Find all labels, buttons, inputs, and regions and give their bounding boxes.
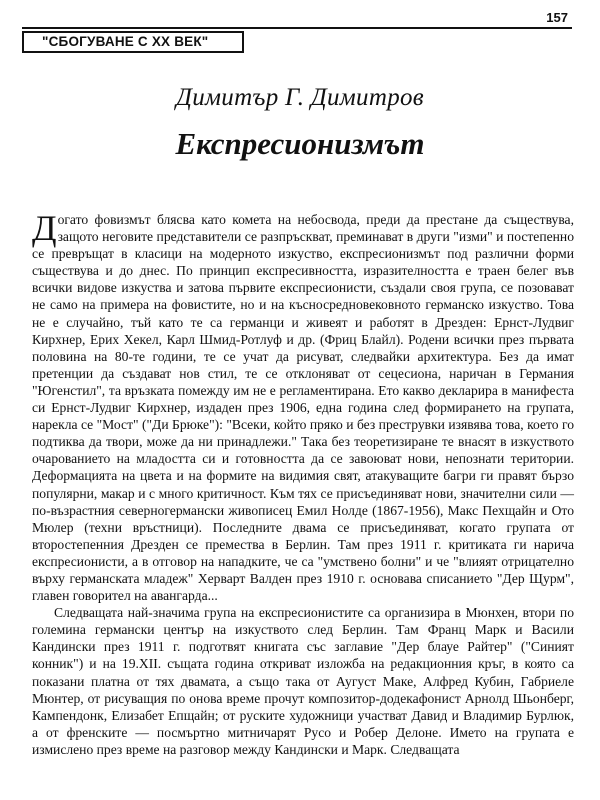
article-body <box>32 208 574 758</box>
paragraph-1 <box>32 208 574 604</box>
article-title: Експресионизмът <box>175 126 425 161</box>
header-rule <box>22 27 572 29</box>
page-number: 157 <box>546 10 568 25</box>
paragraph-2: Следващата най-значима група на експресионистите са организира в Мюнхен, втори по големина германски център на изкуството след Берлин. Там Франц Марк и Васили Кандински през 1911 г. подготвят книгата със заглавие "Дер блауе Райтер" ("Синият конник") и на 19.XII. същата година откриват изложба на редакционния кръг, в която са показани платна от тях двамата, а също така от Аугуст Маке, Алфред Кубин, Габриеле Мюнтер, от рисуващия по онова време прочут композитор-додекафонист Арнолд Шьонберг, Кампендонк, Елизабет Епщайн; от руските художници участват Давид и Владимир Бурлюк, а от френските — посмъртно митничарят Русо и Робер Делоне. Името на групата е измислено през време на разговор между Кандински и Марк. Следващата <box>32 605 574 757</box>
drop-cap: Д <box>32 208 57 248</box>
paragraph-1-text: огато фовизмът блясва като комета на небосвода, преди да престане да съществува, защото неговите представители се разпръскват, преминават в други "изми" и постепенно се превръщат в класици на модерното изкуство, експресионизмът под различни форми съществува и до днес. По принцип експресивността, изразителността е траен белег във всички видове изкуства и затова първите експресионисти, създали своя група, се позовават не само на примера на фовистите, но и на късносредновековното германско изкуство. Това не е случайно, тъй като те са германци и живеят и работят в Дрезден: Ернст-Лудвиг Кирхнер, Ерих Хекел, Карл Шмид-Ротлуф и др. (Фриц Блайл). Родени всички през първата половина на 80-те години, те се учат да рисуват, следвайки архитектура. Без да имат претенции да създават нов стил, те се отклоняват от сецесиона, наричан в Германия "Югенстил", та връзката помежду им не е регламентирана. Ето какво декларира в манифеста си Ернст-Лудвиг Кирхнер, издаден през 1906, една година след формирането на групата, нарекла се "Мост" ("Ди Брюке"): "Всеки, който пряко и без преструвки изявява това, което го подтиква да твори, може да ни принадлежи." Така без теоретизиране те внасят в изкуството очарованието на младостта си и готовността да се завоюват нови, непознати територии. Деформацията на цвета и на формите на видимия свят, атакуващите багри ги правят бързо популярни, макар и с много критичност. Към тях се присъединяват нови, значителни сили — по-възрастния северногермански живописец Емил Нолде (1867-1956), Макс Пехщайн и Ото Мюлер (техни връстници). Последните двама се присъединяват, когато групата от второстепенния Дрезден се премества в Берлин. Там през 1911 г. критиката ги нарича експресионисти, а в отговор на нападките, че са "умствено болни" и че "влияят отрицателно върху германската младеж" Херварт Валден през 1910 г. основава списанието "Дер Щурм", главен говорител на авангарда... <box>32 212 574 604</box>
article-author: Димитър Г. Димитров <box>176 84 424 111</box>
section-title: "СБОГУВАНЕ С ХХ ВЕК" <box>42 34 209 49</box>
